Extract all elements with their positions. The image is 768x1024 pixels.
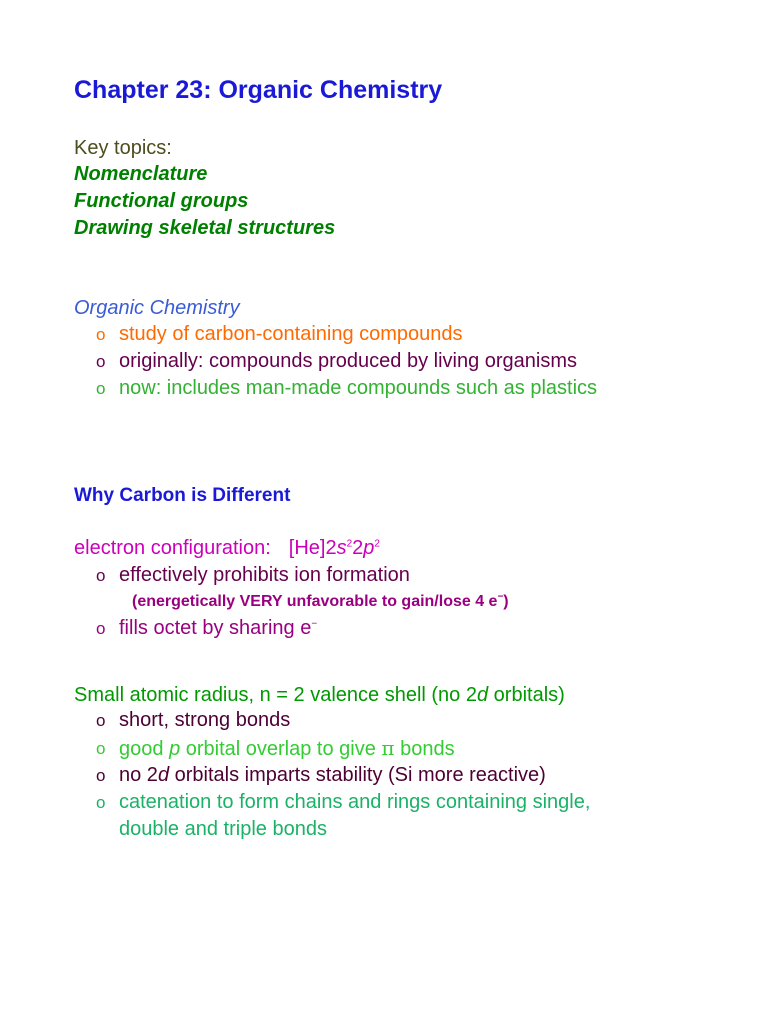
- config-he: [He]2: [288, 537, 337, 559]
- config-label: electron configuration:: [74, 537, 271, 559]
- note-end: ): [503, 593, 509, 610]
- key-topics-label: Key topics:: [74, 137, 172, 159]
- energetics-note: [132, 591, 509, 613]
- bullet-marker: o: [96, 352, 106, 371]
- pi-symbol: π: [381, 736, 395, 760]
- bullet-text: fills octet by sharing e: [119, 617, 312, 639]
- b2-b: orbital overlap to give: [180, 738, 382, 760]
- note-sup: −: [497, 591, 504, 603]
- bullet-marker: o: [96, 793, 106, 812]
- key-topic-item: Drawing skeletal structures: [74, 217, 336, 239]
- bullet-marker: o: [96, 566, 106, 585]
- radius-heading: [74, 683, 565, 707]
- bullet-marker: o: [96, 739, 106, 758]
- bullet-marker: o: [96, 619, 106, 638]
- note-text: (energetically VERY unfavorable to gain/lose 4 e: [132, 593, 498, 610]
- why-carbon-bullet: [119, 616, 317, 640]
- why-carbon-heading: Why Carbon is Different: [74, 485, 291, 506]
- electron-configuration: [74, 536, 380, 560]
- config-2: 2: [352, 537, 364, 559]
- organic-heading: Organic Chemistry: [74, 297, 240, 319]
- key-topic-item: Functional groups: [74, 190, 249, 212]
- key-topic-item: Nomenclature: [74, 163, 208, 185]
- b2-p: p: [169, 738, 181, 760]
- radius-bullet: short, strong bonds: [119, 709, 291, 731]
- bullet-sup: −: [311, 618, 318, 630]
- config-sup: 2: [374, 538, 380, 550]
- radius-heading-b: orbitals): [488, 684, 565, 706]
- radius-bullet: [119, 736, 455, 761]
- radius-heading-d: d: [476, 684, 489, 706]
- why-carbon-bullet: effectively prohibits ion formation: [119, 564, 410, 586]
- radius-heading-a: Small atomic radius, n = 2 valence shell (no 2: [74, 684, 477, 706]
- radius-bullet: catenation to form chains and rings containing single,: [119, 791, 591, 813]
- b3-d: d: [157, 764, 170, 786]
- config-p: p: [363, 537, 375, 559]
- b3-b: orbitals imparts stability (Si more reactive): [169, 764, 546, 786]
- organic-item: now: includes man-made compounds such as plastics: [119, 377, 598, 399]
- radius-bullet: [119, 763, 546, 787]
- organic-item: originally: compounds produced by living organisms: [119, 350, 578, 372]
- b3-a: no 2: [119, 764, 158, 786]
- bullet-marker: o: [96, 711, 106, 730]
- bullet-marker: o: [96, 379, 106, 398]
- organic-item: study of carbon-containing compounds: [119, 323, 463, 345]
- radius-bullet-continuation: double and triple bonds: [119, 818, 327, 840]
- bullet-marker: o: [96, 325, 106, 344]
- bullet-marker: o: [96, 766, 106, 785]
- config-sup: 2: [346, 538, 353, 550]
- config-s: s: [336, 537, 347, 559]
- b2-a: good: [119, 738, 170, 760]
- b2-c: bonds: [394, 738, 455, 760]
- page-title: Chapter 23: Organic Chemistry: [74, 76, 443, 104]
